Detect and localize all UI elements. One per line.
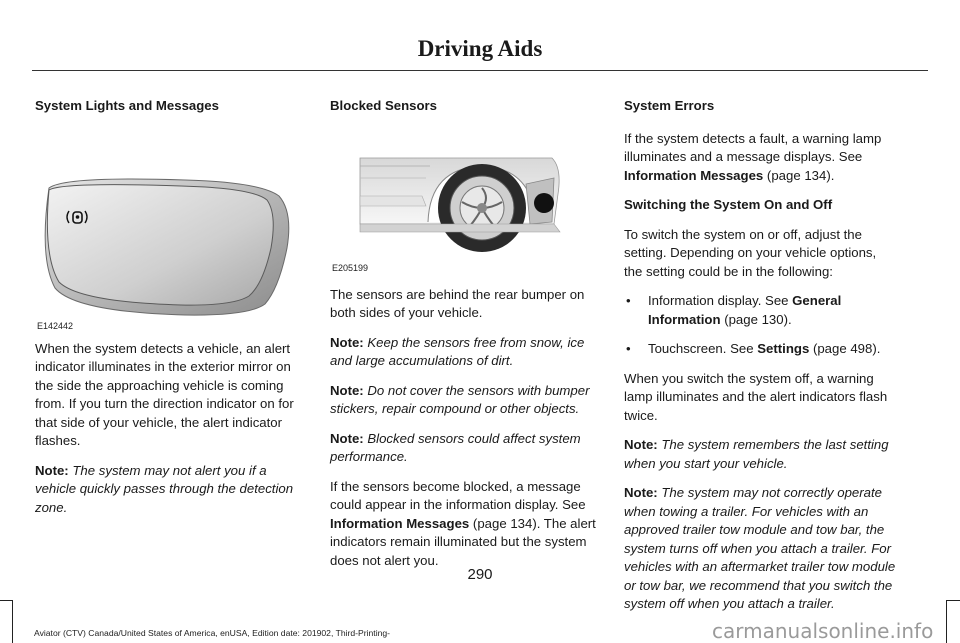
watermark: carmanualsonline.info xyxy=(712,619,934,643)
column-1 xyxy=(35,97,307,528)
paragraph: If the sensors become blocked, a message could appear in the information display. See Information Messages (page 134). The alert indicators remain illuminated but the system does not alert you. xyxy=(330,478,596,568)
cross-reference-link[interactable]: Settings xyxy=(757,341,810,356)
figure-code: E205199 xyxy=(332,262,369,273)
options-list xyxy=(624,292,896,359)
list-item: • Information display. See General Information (page 130). xyxy=(626,293,842,327)
heading-switching-system: Switching the System On and Off xyxy=(624,197,833,212)
figure-code: E142442 xyxy=(37,320,74,331)
crop-mark xyxy=(0,600,12,601)
list-item: • Touchscreen. See Settings (page 498). xyxy=(626,341,881,356)
rear-wheel-illustration xyxy=(330,128,602,268)
footer-edition-text: Aviator (CTV) Canada/United States of America, enUSA, Edition date: 201902, Third-Printing- xyxy=(34,628,391,638)
paragraph: If the system detects a fault, a warning lamp illuminates and a message displays. See Information Messages (page 134). xyxy=(624,130,882,183)
paragraph: When the system detects a vehicle, an alert indicator illuminates in the exterior mirror on the side the approaching vehicle is coming from. If you turn the direction indicator on for that side of your vehicle, the alert indicator flashes. xyxy=(35,340,294,448)
header-rule xyxy=(32,70,928,71)
heading-system-errors: System Errors xyxy=(624,98,715,113)
cross-reference-link[interactable]: General Information xyxy=(648,293,842,327)
crop-mark xyxy=(946,600,960,601)
note: Note: Do not cover the sensors with bumper stickers, repair compound or other objects. xyxy=(330,382,590,416)
note: Note: The system may not correctly operate when towing a trailer. For vehicles with an approved trailer tow module and tow bar, the system turns off when you attach a trailer. For vehicles with an aftermarket trailer tow module or tow bar, we recommend that you switch the system off when you attach a trailer. xyxy=(624,485,896,611)
paragraph: When you switch the system off, a warning lamp illuminates and the alert indicators flash twice. xyxy=(624,370,888,423)
column-2 xyxy=(330,97,602,581)
crop-mark xyxy=(946,600,947,643)
paragraph: To switch the system on or off, adjust the setting. Depending on your vehicle options, the setting could be in the following: xyxy=(624,226,877,279)
column-3 xyxy=(624,97,896,625)
note: Note: Keep the sensors free from snow, ice and large accumulations of dirt. xyxy=(330,334,585,368)
note: Note: The system may not alert you if a vehicle quickly passes through the detection zone. xyxy=(35,462,294,515)
blind-spot-sensor-icon xyxy=(534,193,554,213)
note: Note: Blocked sensors could affect system performance. xyxy=(330,430,581,464)
rear-bumper-figure xyxy=(330,128,602,273)
page-header-title: Driving Aids xyxy=(417,36,543,61)
note: Note: The system remembers the last setting when you start your vehicle. xyxy=(624,437,889,471)
cross-reference-link[interactable]: Information Messages xyxy=(624,167,764,183)
page-number: 290 xyxy=(467,566,493,583)
heading-system-lights: System Lights and Messages xyxy=(35,98,219,113)
cross-reference-link[interactable]: Information Messages xyxy=(330,515,470,531)
crop-mark xyxy=(12,600,13,643)
paragraph: The sensors are behind the rear bumper on both sides of your vehicle. xyxy=(330,286,585,320)
mirror-figure xyxy=(35,128,307,331)
side-mirror-illustration xyxy=(35,128,307,328)
heading-blocked-sensors: Blocked Sensors xyxy=(330,98,438,113)
